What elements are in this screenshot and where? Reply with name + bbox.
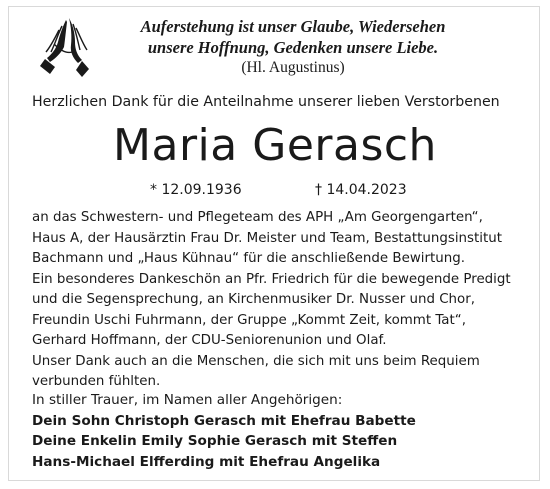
body-line: Ein besonderes Dankeschön an Pfr. Friedrich für die bewegende Predigt — [32, 271, 511, 287]
body-line: Gerhard Hoffmann, der CDU-Seniorenunion und Olaf. — [32, 333, 387, 348]
body-line: verbunden fühlten. — [32, 374, 161, 389]
closing-block — [32, 390, 532, 472]
signature-line: Dein Sohn Christoph Gerasch mit Ehefrau Babette — [32, 412, 416, 429]
body-line: an das Schwestern- und Pflegeteam des APH „Am Georgengarten“, — [32, 210, 483, 225]
death-date: † 14.04.2023 — [315, 182, 407, 198]
quote-author: (Hl. Augustinus) — [241, 59, 345, 76]
body-line: Bachmann und „Haus Kühnau“ für die anschließende Bewirtung. — [32, 251, 465, 266]
quote-line: unsere Hoffnung, Gedenken unsere Liebe. — [147, 38, 439, 57]
closing-intro: In stiller Trauer, im Namen aller Angehörigen: — [32, 392, 343, 408]
body-line: Haus A, der Hausärztin Frau Dr. Meister und Team, Bestattungsinstitut — [32, 230, 502, 246]
quote-line: Auferstehung ist unser Glaube, Wiedersehen — [140, 17, 446, 36]
life-dates — [150, 180, 410, 200]
body-line: Unser Dank auch an die Menschen, die sich mit uns beim Requiem — [32, 353, 480, 369]
praying-hands-icon — [36, 14, 98, 80]
signature-line: Deine Enkelin Emily Sophie Gerasch mit Steffen — [32, 433, 398, 449]
epigraph-quote — [108, 16, 478, 78]
intro-line: Herzlichen Dank für die Anteilnahme unserer lieben Verstorbenen — [32, 94, 500, 110]
body-line: und die Segensprechung, an Kirchenmusiker Dr. Nusser und Chor, — [32, 292, 475, 307]
body-line: Freundin Uschi Fuhrmann, der Gruppe „Kommt Zeit, kommt Tat“, — [32, 312, 466, 328]
birth-date: * 12.09.1936 — [150, 182, 242, 198]
thanks-body — [32, 208, 532, 393]
deceased-name: Maria Gerasch — [113, 120, 437, 171]
signature-line: Hans-Michael Elfferding mit Ehefrau Angelika — [32, 453, 381, 470]
